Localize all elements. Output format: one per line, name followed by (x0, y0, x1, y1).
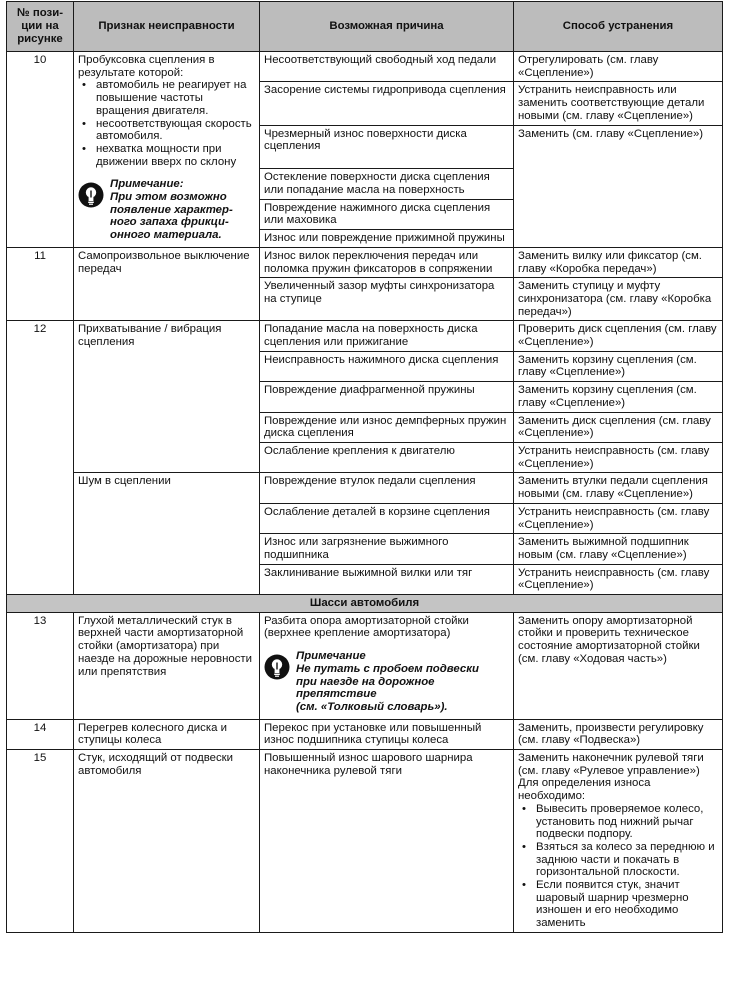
symptom-cell: Прихватывание / вибрация сцепления (74, 321, 260, 473)
section-title: Шасси автомобиля (7, 595, 723, 613)
table-row (7, 247, 723, 277)
cause-cell (260, 612, 514, 719)
symptom-bullet: • нехватка мощности при движении вверх по склону (78, 143, 255, 168)
remedy-cell: Заменить корзину сцепления (см. главу «Сцепление») (514, 382, 723, 412)
symptom-bullet: • автомобиль не реагирует на повышение частоты вращения двигателя. (78, 79, 255, 117)
remedy-cell: Заменить выжимной подшипник новым (см. главу «Сцепление») (514, 534, 723, 564)
note-line: онного материала. (110, 229, 222, 242)
cause-cell: Ослабление крепления к двигателю (260, 442, 514, 472)
cause-cell: Повреждение диафрагменной пружины (260, 382, 514, 412)
cause-cell: Ослабление деталей в корзине сцепления (260, 503, 514, 533)
symptom-cell: Стук, исходящий от подвески автомобиля (74, 750, 260, 933)
note-block (264, 650, 509, 714)
remedy-cell: Заменить диск сцепления (см. главу «Сцепление») (514, 412, 723, 442)
table-row (7, 52, 723, 82)
position-number: 10 (7, 52, 74, 248)
note-line: Примечание (296, 650, 366, 663)
table-header-row (7, 2, 723, 52)
table-row (7, 321, 723, 351)
symptom-cell: Глухой металлический стук в верхней части амортизаторной стойки (амортизатора) при наезде на дорожные неровности или препятствия (74, 612, 260, 719)
remedy-bullet: • Вывесить проверяемое колесо, установить под нижний рычаг подвески подпору. (518, 803, 718, 841)
note-text (110, 178, 233, 242)
lightbulb-note-icon (78, 182, 104, 208)
note-line: появление характер- (110, 203, 233, 216)
note-line: препятствие (296, 688, 377, 701)
remedy-line: Заменить наконечник рулевой тяги (518, 752, 704, 765)
remedy-bullet: • Взяться за колесо за переднюю и заднюю части и покачать в горизонтальной плоскости. (518, 841, 718, 879)
table-row (7, 612, 723, 719)
header-symptom: Признак неисправности (74, 2, 260, 52)
remedy-cell: Заменить, произвести регулировку (см. главу «Подвеска») (514, 719, 723, 749)
symptom-cell: Самопроизвольное выключение передач (74, 247, 260, 321)
symptom-text: Пробуксовка сцепления в результате которой: (78, 54, 215, 79)
header-cause: Возможная причина (260, 2, 514, 52)
remedy-cell: Проверить диск сцепления (см. главу «Сцепление») (514, 321, 723, 351)
note-line: ного запаха фрикци- (110, 216, 229, 229)
troubleshooting-table (6, 1, 723, 933)
symptom-cell: Перегрев колесного диска и ступицы колеса (74, 719, 260, 749)
section-header-row (7, 595, 723, 613)
cause-cell: Несоответствующий свободный ход педали (260, 52, 514, 82)
remedy-cell: Устранить неисправность (см. главу «Сцепление») (514, 564, 723, 594)
cause-cell: Чрезмерный износ поверхности диска сцепления (260, 125, 514, 169)
note-line: (см. «Толковый словарь»). (296, 700, 448, 713)
position-number: 15 (7, 750, 74, 933)
symptom-cell (74, 52, 260, 248)
note-line: при наезде на дорожное (296, 675, 435, 688)
remedy-cell: Устранить неисправность (см. главу «Сцепление») (514, 442, 723, 472)
remedy-cell: Заменить втулки педали сцепления новыми (см. главу «Сцепление») (514, 473, 723, 503)
cause-cell: Неисправность нажимного диска сцепления (260, 351, 514, 381)
header-position-number: № пози-ции на рисунке (7, 2, 74, 52)
cause-cell: Заклинивание выжимной вилки или тяг (260, 564, 514, 594)
cause-cell: Повреждение нажимного диска сцепления или маховика (260, 199, 514, 229)
note-line: Не путать с пробоем подвески (296, 662, 479, 675)
remedy-cell: Устранить неисправность (см. главу «Сцепление») (514, 503, 723, 533)
cause-cell: Повреждение втулок педали сцепления (260, 473, 514, 503)
symptom-bullet: • несоответствующая скорость автомобиля. (78, 118, 255, 143)
remedy-bullet: • Если появится стук, значит шаровый шарнир чрезмерно изношен и его необходимо заменить (518, 879, 718, 930)
remedy-cell: Заменить (см. главу «Сцепление») (514, 125, 723, 247)
cause-cell: Перекос при установке или повышенный износ подшипника ступицы колеса (260, 719, 514, 749)
position-number: 14 (7, 719, 74, 749)
cause-cell: Увеличенный зазор муфты синхронизатора на ступице (260, 278, 514, 321)
remedy-cell (514, 750, 723, 933)
position-number: 11 (7, 247, 74, 321)
cause-text: Разбита опора амортизаторной стойки (верхнее крепление амортизатора) (264, 614, 469, 640)
remedy-cell: Заменить ступицу и муфту синхронизатора (см. главу «Коробка передач») (514, 278, 723, 321)
cause-cell: Износ вилок переключения передач или поломка пружин фиксаторов в сопряжении (260, 247, 514, 277)
cause-cell: Износ или повреждение прижимной пружины (260, 230, 514, 248)
note-line: Примечание: (110, 178, 184, 191)
remedy-line: Для определения износа (518, 777, 651, 790)
cause-cell: Повреждение или износ демпферных пружин диска сцепления (260, 412, 514, 442)
remedy-cell: Заменить корзину сцепления (см. главу «Сцепление») (514, 351, 723, 381)
note-block (78, 178, 255, 242)
note-line: При этом возможно (110, 191, 227, 204)
remedy-cell: Отрегулировать (см. главу «Сцепление») (514, 52, 723, 82)
position-number: 13 (7, 612, 74, 719)
lightbulb-note-icon (264, 654, 290, 680)
note-text (296, 650, 479, 714)
cause-cell: Повышенный износ шарового шарнира наконечника рулевой тяги (260, 750, 514, 933)
table-row (7, 719, 723, 749)
header-remedy: Способ устранения (514, 2, 723, 52)
cause-cell: Засорение системы гидропривода сцепления (260, 82, 514, 125)
remedy-cell: Заменить опору амортизаторной стойки и проверить техническое состояние амортизаторной стойки (см. главу «Ходовая часть») (514, 612, 723, 719)
remedy-cell: Заменить вилку или фиксатор (см. главу «Коробка передач») (514, 247, 723, 277)
cause-cell: Износ или загрязнение выжимного подшипника (260, 534, 514, 564)
cause-cell: Остекление поверхности диска сцепления или попадание масла на поверхность (260, 169, 514, 199)
position-number: 12 (7, 321, 74, 595)
table-row (7, 750, 723, 933)
remedy-cell: Устранить неисправность или заменить соответствующие детали новыми (см. главу «Сцепление») (514, 82, 723, 125)
table-row (7, 473, 723, 503)
cause-cell: Попадание масла на поверхность диска сцепления или прижигание (260, 321, 514, 351)
remedy-line: необходимо: (518, 790, 586, 803)
remedy-line: (см. главу «Рулевое управление») (518, 764, 700, 777)
symptom-cell: Шум в сцеплении (74, 473, 260, 595)
